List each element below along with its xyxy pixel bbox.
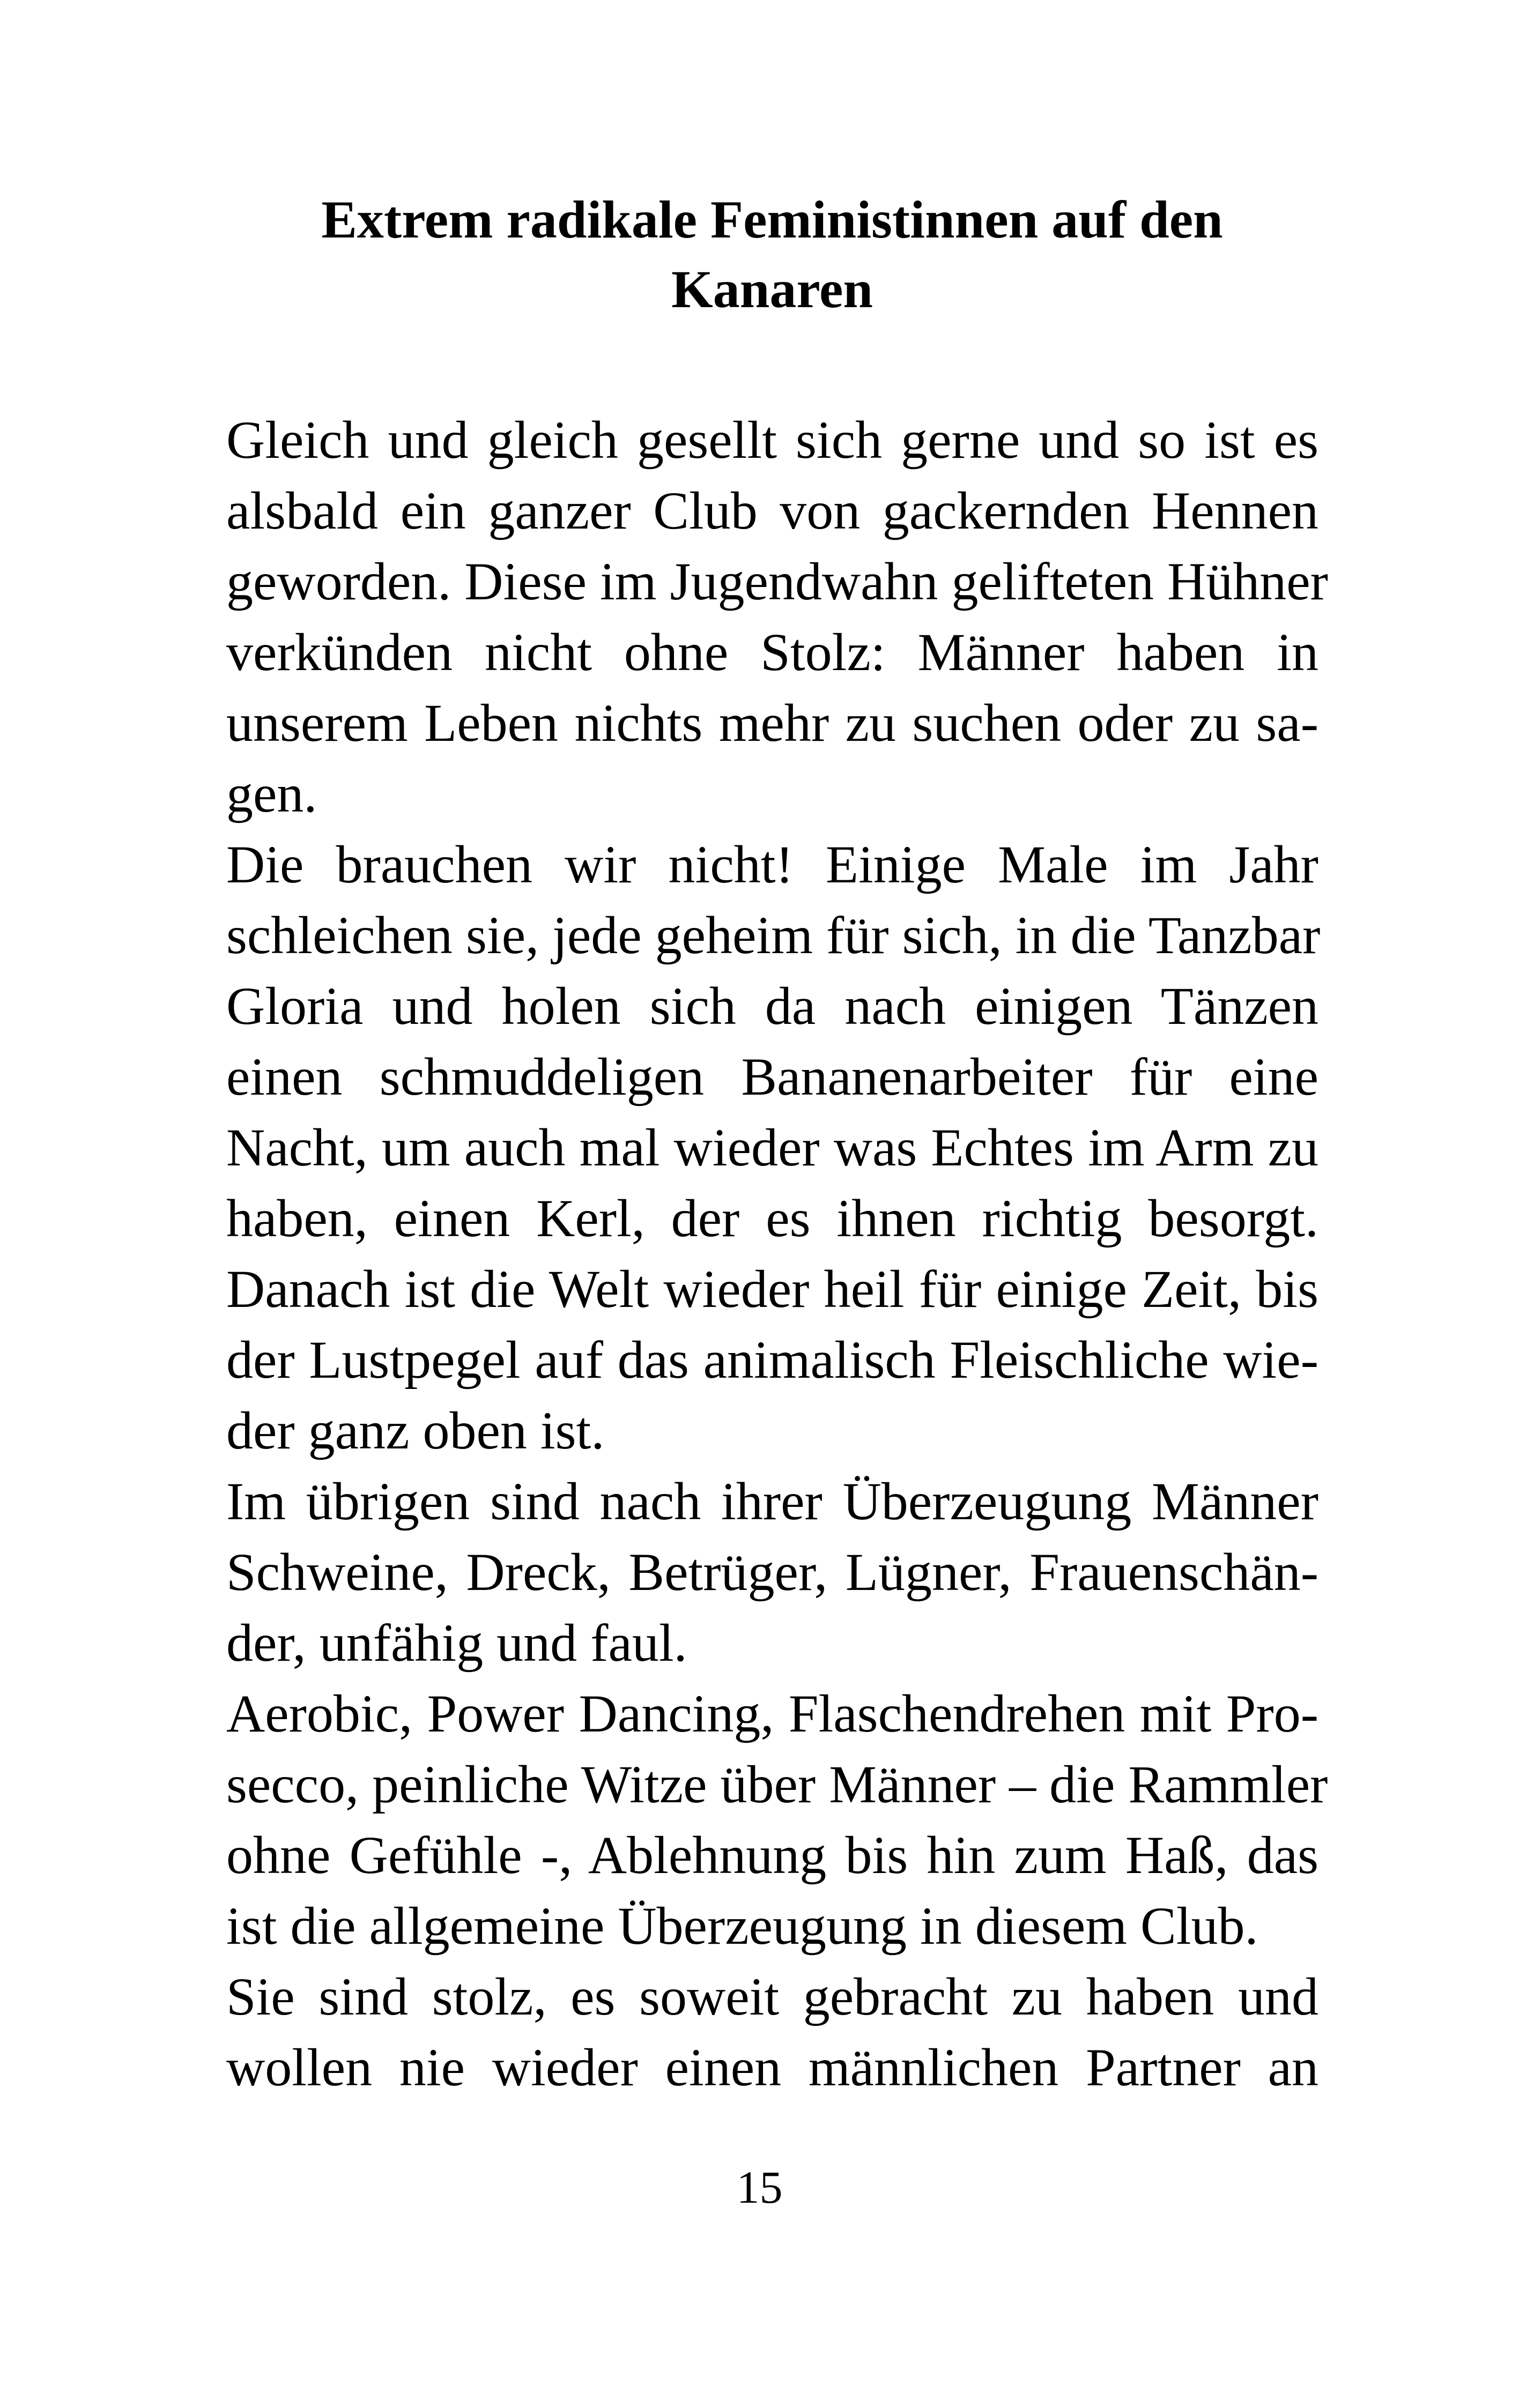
text-line: ohne Gefühle -, Ablehnung bis hin zum Haß, das (226, 1825, 1318, 1885)
text-line: Sie sind stolz, es soweit gebracht zu haben und (226, 1967, 1318, 2026)
text-line: ist die allgemeine Überzeugung in diesem Club. (226, 1896, 1258, 1956)
text-line: unserem Leben nichts mehr zu suchen oder zu sa- (226, 693, 1318, 753)
text-line: Gloria und holen sich da nach einigen Tänzen (226, 976, 1318, 1036)
text-line: geworden. Diese im Jugendwahn gelifteten Hühner (226, 552, 1328, 611)
chapter-title (225, 185, 1319, 324)
text-line: Danach ist die Welt wieder heil für einige Zeit, bis (226, 1259, 1318, 1319)
text-line: Aerobic, Power Dancing, Flaschendrehen mit Pro- (226, 1684, 1318, 1743)
body-text (226, 405, 1328, 2103)
chapter-title-line: Kanaren (671, 259, 873, 319)
text-line: der ganz oben ist. (226, 1401, 605, 1460)
text-line: Die brauchen wir nicht! Einige Male im Jahr (226, 835, 1318, 894)
text-line: Im übrigen sind nach ihrer Überzeugung Männer (226, 1471, 1318, 1531)
text-line: der, unfähig und faul. (226, 1613, 687, 1673)
text-line: wollen nie wieder einen männlichen Partner an (226, 2038, 1318, 2097)
text-line: verkünden nicht ohne Stolz: Männer haben in (226, 622, 1318, 682)
page-number: 15 (736, 2161, 783, 2213)
text-line: einen schmuddeligen Bananenarbeiter für eine (226, 1047, 1318, 1106)
chapter-title-line: Extrem radikale Feministinnen auf den (321, 190, 1223, 249)
text-line: alsbald ein ganzer Club von gackernden Hennen (226, 481, 1318, 540)
text-line: Gleich und gleich gesellt sich gerne und so ist es (226, 410, 1318, 470)
text-line: haben, einen Kerl, der es ihnen richtig besorgt. (226, 1188, 1318, 1248)
text-line: secco, peinliche Witze über Männer – die Rammler (226, 1755, 1328, 1814)
text-line: gen. (226, 764, 317, 823)
text-line: Nacht, um auch mal wieder was Echtes im Arm zu (226, 1118, 1318, 1177)
text-line: der Lustpegel auf das animalisch Fleischliche wie- (226, 1330, 1318, 1389)
text-line: schleichen sie, jede geheim für sich, in die Tanzbar (226, 905, 1321, 965)
text-line: Schweine, Dreck, Betrüger, Lügner, Frauenschän- (226, 1542, 1318, 1602)
